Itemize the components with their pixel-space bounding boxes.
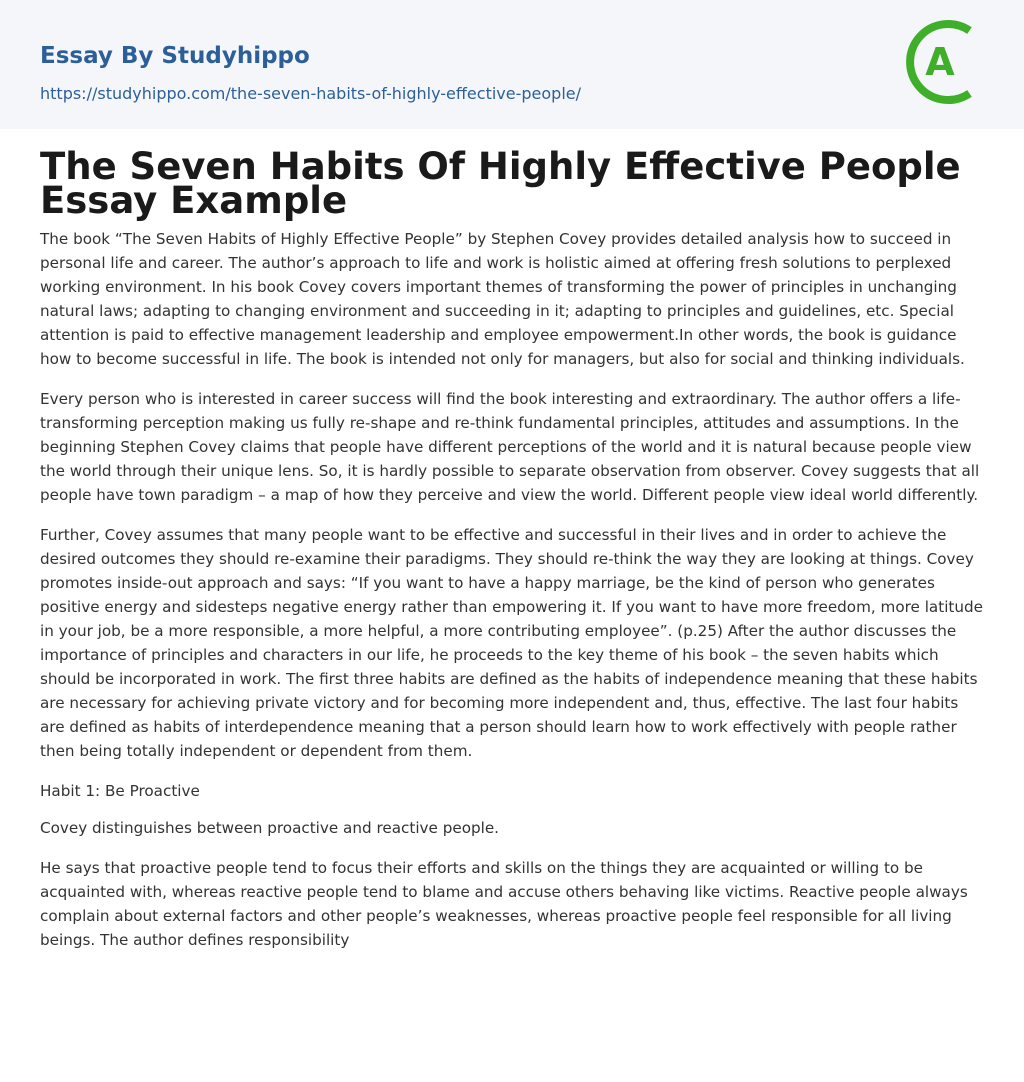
brand-title[interactable]: Essay By Studyhippo: [40, 43, 310, 69]
essay-url-link[interactable]: https://studyhippo.com/the-seven-habits-of-highly-effective-people/: [40, 84, 581, 103]
logo-letter: A: [925, 40, 955, 84]
essay-paragraph: The book “The Seven Habits of Highly Effective People” by Stephen Covey provides detailed analysis how to succeed in personal life and career. The author’s approach to life and work is holistic aimed at offering fresh solutions to perplexed working environment. In his book Covey covers important themes of transforming the power of principles in unchanging natural laws; adapting to changing environment and succeeding in it; adapting to principles and guidelines, etc. Special attention is paid to effective management leadership and employee empowerment.In other words, the book is guidance how to become successful in life. The book is intended not only for managers, but also for social and thinking individuals.: [40, 230, 965, 368]
essay-body: [40, 227, 986, 952]
essay-paragraph: Every person who is interested in career success will find the book interesting and extraordinary. The author offers a life-transforming perception making us fully re-shape and re-think fundamental principles, attitudes and assumptions. In the beginning Stephen Covey claims that people have different perceptions of the world and it is natural because people view the world through their unique lens. So, it is hardly possible to separate observation from observer. Covey suggests that all people have town paradigm – a map of how they perceive and view the world. Different people view ideal world differently.: [40, 390, 980, 504]
essay-content: [40, 145, 986, 968]
essay-paragraph: Covey distinguishes between proactive and reactive people.: [40, 819, 500, 837]
page-title: The Seven Habits Of Highly Effective People Essay Example: [40, 145, 961, 222]
essay-subheading: Habit 1: Be Proactive: [40, 782, 200, 800]
studyhippo-logo-icon[interactable]: [903, 18, 989, 106]
essay-paragraph: Further, Covey assumes that many people want to be effective and successful in their lives and in order to achieve the desired outcomes they should re-examine their paradigms. They should re-think the way they are looking at things. Covey promotes inside-out approach and says: “If you want to have a happy marriage, be the kind of person who generates positive energy and sidesteps negative energy rather than empowering it. If you want to have more freedom, more latitude in your job, be a more responsible, a more helpful, a more contributing employee”. (p.25) After the author discusses the importance of principles and characters in our life, he proceeds to the key theme of his book – the seven habits which should be incorporated in work. The first three habits are defined as the habits of independence meaning that these habits are necessary for achieving private victory and for becoming more independent and, thus, effective. The last four habits are defined as habits of interdependence meaning that a person should learn how to work effectively with people rather then being totally independent or dependent from them.: [40, 526, 983, 760]
essay-paragraph: He says that proactive people tend to focus their efforts and skills on the things they are acquainted or willing to be acquainted with, whereas reactive people tend to blame and accuse others behaving like victims. Reactive people always complain about external factors and other people’s weaknesses, whereas proactive people feel responsible for all living beings. The author defines responsibility: [40, 859, 968, 949]
site-header: [0, 0, 1024, 129]
